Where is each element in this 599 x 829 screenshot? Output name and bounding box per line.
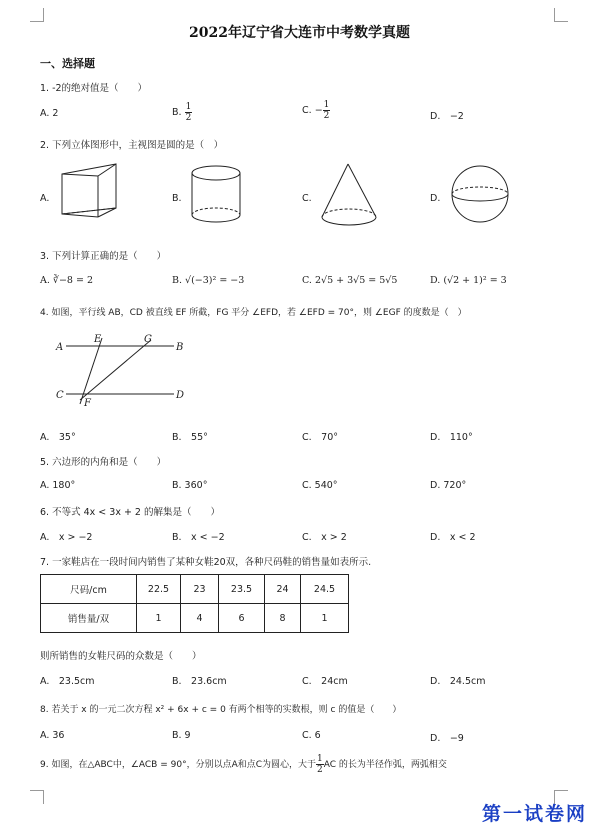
prism-figure (56, 162, 126, 220)
fraction: $\frac{1}{2}$ (317, 754, 323, 775)
table-cell: 24 (265, 575, 301, 604)
question-4-stem: 4. 如图，平行线 AB，CD 被直线 EF 所截，FG 平分 ∠EFD，若 ∠EFD = 70°，则 ∠EGF 的度数是（ ） (40, 308, 467, 318)
fraction: $\frac{1}{2}$ (323, 100, 330, 121)
crop-mark-top-left (30, 8, 44, 22)
question-5-option-a: A. 180° (40, 480, 76, 491)
question-6-stem: 6. 不等式 4x < 3x + 2 的解集是（ ） (40, 507, 220, 518)
label-c: C (56, 390, 64, 401)
question-7-option-a: A. 23.5cm (40, 676, 95, 687)
question-2-option-d: D. (430, 193, 441, 204)
question-4-option-c: C. 70° (302, 432, 338, 443)
question-2-option-c: C. (302, 193, 312, 204)
question-7-stem: 7. 一家鞋店在一段时间内销售了某种女鞋20双，各种尺码鞋的销售量如表所示. (40, 557, 372, 568)
label-a: A (56, 342, 64, 353)
label-g: G (144, 334, 152, 345)
question-4-option-d: D. 110° (430, 432, 473, 443)
question-6-option-a: A. x > −2 (40, 532, 93, 543)
shoe-size-table (40, 574, 349, 633)
question-7-option-c: C. 24cm (302, 676, 348, 687)
table-cell: 销售量/双 (41, 604, 137, 633)
watermark-logo: 第一试卷网 (481, 803, 587, 825)
question-7-followup: 则所销售的女鞋尺码的众数是（ ） (40, 651, 202, 662)
table-cell: 8 (265, 604, 301, 633)
question-4-option-a: A. 35° (40, 432, 76, 443)
table-cell: 1 (301, 604, 349, 633)
page-title: 2022年辽宁省大连市中考数学真题 (189, 25, 410, 41)
table-cell: 1 (137, 604, 181, 633)
question-1-option-c: C. − $\frac{1}{2}$ (302, 100, 330, 121)
question-7-option-b: B. 23.6cm (172, 676, 227, 687)
question-8-stem: 8. 若关于 x 的一元二次方程 x² + 6x + c = 0 有两个相等的实数根，则 c 的值是（ ） (40, 705, 402, 715)
table-row (41, 575, 349, 604)
question-5-option-c: C. 540° (302, 480, 338, 491)
question-1-option-b: B. $\frac{1}{2}$ (172, 102, 192, 123)
table-cell: 22.5 (137, 575, 181, 604)
question-4-option-b: B. 55° (172, 432, 208, 443)
question-8-option-c: C. 6 (302, 730, 321, 741)
cone-figure (316, 160, 382, 230)
table-cell: 23.5 (219, 575, 265, 604)
label-b: B (176, 342, 184, 353)
question-1-stem: 1. -2的绝对值是（ ） (40, 83, 148, 94)
fraction: $\frac{1}{2}$ (185, 102, 192, 123)
table-cell: 24.5 (301, 575, 349, 604)
table-cell: 6 (219, 604, 265, 633)
question-6-option-c: C. x > 2 (302, 532, 347, 543)
question-8-option-d: D. −9 (430, 733, 464, 744)
question-5-option-d: D. 720° (430, 480, 467, 491)
question-3-option-a: A. ∛−8 = 2 (40, 275, 94, 286)
question-2-stem: 2. 下列立体图形中，主视图是圆的是（ ） (40, 140, 224, 151)
table-row (41, 604, 349, 633)
table-cell: 23 (181, 575, 219, 604)
parallel-lines-figure (48, 330, 198, 410)
label-d: D (176, 390, 185, 401)
crop-mark-top-right (554, 8, 568, 22)
question-1-option-d: D. −2 (430, 111, 464, 122)
table-cell: 尺码/cm (41, 575, 137, 604)
question-3-stem: 3. 下列计算正确的是（ ） (40, 251, 167, 262)
cylinder-figure (188, 162, 246, 226)
section-heading: 一、选择题 (40, 57, 95, 70)
label-e: E (94, 334, 102, 345)
question-6-option-d: D. x < 2 (430, 532, 476, 543)
question-5-stem: 5. 六边形的内角和是（ ） (40, 457, 167, 468)
question-5-option-b: B. 360° (172, 480, 208, 491)
question-2-option-b: B. (172, 193, 182, 204)
sphere-figure (448, 162, 512, 226)
table-cell: 4 (181, 604, 219, 633)
question-8-option-a: A. 36 (40, 730, 65, 741)
question-1-option-a: A. 2 (40, 108, 59, 119)
question-9-stem: 9. 如图，在△ABC中，∠ACB = 90°，分别以点A和点C为圆心，大于 $\frac{1}{2}$ AC 的长为半径作弧，两弧相交 (40, 754, 447, 775)
question-8-option-b: B. 9 (172, 730, 191, 741)
question-6-option-b: B. x < −2 (172, 532, 225, 543)
question-3-option-c: C. 2√5 + 3√5 = 5√5 (302, 275, 398, 286)
question-7-option-d: D. 24.5cm (430, 676, 486, 687)
label-f: F (84, 398, 91, 409)
question-2-option-a: A. (40, 193, 50, 204)
question-3-option-b: B. √(−3)² = −3 (172, 275, 245, 286)
question-3-option-d: D. (√2 + 1)² = 3 (430, 275, 507, 286)
